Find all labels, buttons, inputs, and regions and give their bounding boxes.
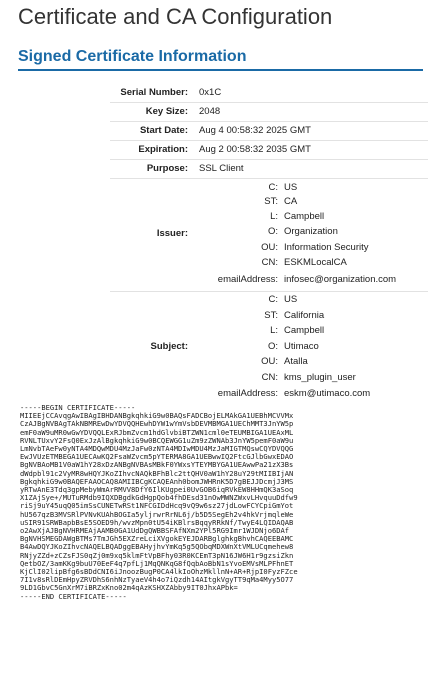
subject-value: Campbell	[284, 325, 325, 336]
issuer-key: emailAddress:	[217, 274, 278, 285]
start-date-value: Aug 4 00:58:32 2025 GMT	[199, 125, 311, 136]
issuer-key: CN:	[261, 257, 278, 268]
info-row-start-date	[0, 122, 428, 140]
subject-value: Utimaco	[284, 341, 319, 352]
subject-value: Atalla	[284, 356, 308, 367]
issuer-value: CA	[284, 196, 298, 207]
subject-value: US	[284, 294, 298, 305]
issuer-key: C:	[268, 182, 278, 193]
subject-key: L:	[270, 325, 278, 336]
info-row-key-size	[0, 103, 428, 121]
serial-number-value: 0x1C	[199, 87, 222, 98]
info-row-purpose	[0, 160, 428, 178]
subject-key: ST:	[264, 310, 278, 321]
subject-value: kms_plugin_user	[284, 372, 356, 383]
subject-field-l	[0, 324, 428, 338]
issuer-field-ou	[0, 241, 428, 255]
expiration-label: Expiration:	[138, 144, 188, 155]
subject-key: CN:	[261, 372, 278, 383]
subject-label: Subject:	[150, 341, 188, 352]
info-row-expiration	[0, 141, 428, 159]
subject-field-email	[0, 387, 428, 401]
section-header: Signed Certificate Information	[18, 48, 423, 71]
issuer-field-email	[0, 273, 428, 287]
issuer-field-cn	[0, 256, 428, 270]
subject-field-c	[0, 293, 428, 307]
serial-number-label: Serial Number:	[120, 87, 188, 98]
subject-field-ou	[0, 355, 428, 369]
issuer-value: infosec@organization.com	[284, 274, 397, 285]
issuer-value: ESKMLocalCA	[284, 257, 347, 268]
issuer-key: OU:	[261, 242, 278, 253]
issuer-key: ST:	[264, 196, 278, 207]
subject-field-st	[0, 309, 428, 323]
issuer-field-o	[0, 225, 428, 239]
issuer-field-c	[0, 181, 428, 195]
divider	[110, 291, 428, 292]
purpose-label: Purpose:	[146, 163, 188, 174]
start-date-label: Start Date:	[139, 125, 188, 136]
issuer-field-l	[0, 210, 428, 224]
issuer-key: O:	[267, 226, 278, 237]
issuer-value: US	[284, 182, 298, 193]
subject-key: C:	[268, 294, 278, 305]
subject-value: eskm@utimaco.com	[284, 388, 371, 399]
certificate-pem: -----BEGIN CERTIFICATE----- MIIEEjCCAvqgAwIBAgIBHDANBgkqhkiG9w0BAQsFADCBojELMAkGA1UEBhMCVVMx CzAJBgNVBAgTAkNBMREwDwYDVQQHEwhDYW1wYmVsbDEVMBMGA1UEChMMT3JnYW5p emF0aW9uMR0wGwYDVQQLExRJbmZvcm1hdGlvbiBTZWN1cml0eTEUMBIGA1UEAxML RVNLTUxvY2FsQ0ExJzAlBgkqhkiG9w0BCQEWGG1uZm9zZWNAb3JnYW5pemF0aW9u LmNvbTAeFw0yNTA4MDQwMDU4MzJaFw0zNTA4MDIwMDU4MzJaMIGTMQswCQYDVQQG EwJVUzETMBEGA1UECAwKQ2FsaWZvcm5pYTERMA8GA1UEBwwIQ2FtcGJlbGwxEDAO BgNVBAoMB1V0aW1hY28xDzANBgNVBAsMBkF0YWxsYTEYMBYGA1UEAwwPa21zX3Bs dWdpbl91c2VyMR8wHQYJKoZIhvcNAQkBFhBlc2ttQHV0aW1hY28uY29tMIIBIjAN BgkqhkiG9w0BAQEFAAOCAQ8AMIIBCgKCAQEAnh0bomJWHRnK5D7gBEJJDcmjJ3MS yRTwAnE3Tdq3gpMebyWmArRMVV8DfY6IlKUgpei0UvGOB6iqRVkEW8HHmQK3aSoq X1ZAjSye+/MUTuRMdb9IQXDBgdkGdHgpQob4fhDEsd31nOwMWNZWxvLHvquuDdfw9 riSj9uY45uqQ05imSsCUNETwRSt1NFCGIDdHcq9vQ9w6sz27jdLowFCYCpiGmYot hU567qzB3MVSRlPVNvKUAhBOGIa5yljrwrRrNL6j/b5D5SegEh2v4hkVrjmqleWe uSIR91SRWBapbBsE5SOED9h/wvzMpn0tU54iKBlrsBqqyRRkNf/TwyE4LQIDAQAB o2AwXjAJBgNVHRMEAjAAMB0GA1UdDgQWBBSFAfNXm2YPl5RG9Imr1WJDNjo6DAf BgNVHSMEGDAWgBTMs7TmJGh5EXZreLciXVgokEYEJDARBglghkgBhvhCAQEEBAMC B4AwDQYJKoZIhvcNAQELBQADggEBAHyjhvYmKq5g5QObqMDXWnXtVMLUCqmehew8 RNjyZZd+zCZsFJS0qZj0m9xq5klmFtVpBFhy03R0KCEmT3pN16JW6H1r9gzsiZkn QetbOZ/3amKKg9buU70EeF4q7pfLj1MqQNKqG8fQqbAoBbN1sYvoEMVsMLPFhnET KjClI02lipBfg6sBDdCNI6iJnoozBugP0CA4lkIoOhzMkllnN+AR+RjpI0FyzFZce 7I1v8sRlDEmHpyZRVDhS6nhNzTyaeV4h4o7iQzdh14AItgkVgyTT9qMa4Myy5O77 9LD1GbvC5GnXrM7iBRZxKno02m4qAzKSHXZAbby9IT0JhxAPbk= -----END CERTIFICATE-----	[20, 403, 298, 601]
subject-key: O:	[267, 341, 278, 352]
issuer-value: Information Security	[284, 242, 369, 253]
subject-key: emailAddress:	[217, 388, 278, 399]
issuer-key: L:	[270, 211, 278, 222]
key-size-label: Key Size:	[145, 106, 188, 117]
info-row-serial	[0, 84, 428, 102]
subject-key: OU:	[261, 356, 278, 367]
subject-value: California	[284, 310, 325, 321]
purpose-value: SSL Client	[199, 163, 244, 174]
issuer-value: Campbell	[284, 211, 325, 222]
issuer-label: Issuer:	[156, 228, 188, 239]
page-title: Certificate and CA Configuration	[18, 4, 333, 29]
subject-field-o	[0, 340, 428, 354]
issuer-field-st	[0, 195, 428, 209]
expiration-value: Aug 2 00:58:32 2035 GMT	[199, 144, 311, 155]
subject-field-cn	[0, 371, 428, 385]
divider	[110, 178, 428, 179]
issuer-value: Organization	[284, 226, 338, 237]
key-size-value: 2048	[199, 106, 221, 117]
